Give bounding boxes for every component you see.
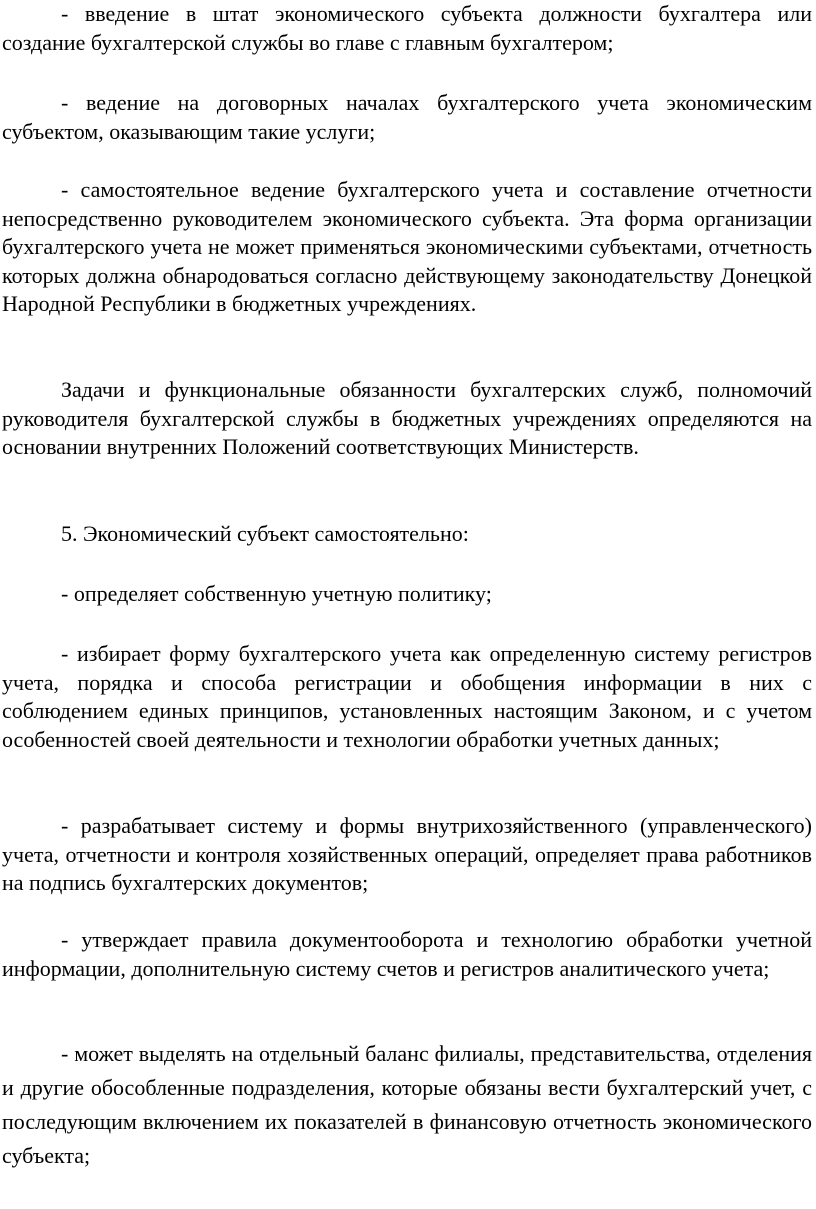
paragraph-section-5-heading: 5. Экономический субъект самостоятельно: [61,521,469,546]
paragraph-separate-balance: - может выделять на отдельный баланс филиалы, представительства, отделения и другие обособленные подразделения, которые обязаны вести бухгалтерский учет, с последующим включением их показателей в финансовую отчетность экономического субъекта; [2,1041,812,1168]
paragraph-accounting-form: - избирает форму бухгалтерского учета как определенную систему регистров учета, порядка и способа регистрации и обобщения информации в них с соблюдением единых принципов, установленных настоящим Законом, и с учетом особенностей своей деятельности и технологии обработки учетных данных; [2,641,812,752]
paragraph-staff-accountant: - введение в штат экономического субъекта должности бухгалтера или создание бухгалтерской службы во главе с главным бухгалтером; [2,1,812,55]
paragraph-self-accounting: - самостоятельное ведение бухгалтерского учета и составление отчетности непосредственно руководителем экономического субъекта. Эта форма организации бухгалтерского учета не может применяться экономическими субъектами, отчетность которых должна обнародоваться согласно действующему законодательству Донецкой Народной Республики в бюджетных учреждениях. [2,177,812,316]
paragraph-document-flow: - утверждает правила документооборота и технологию обработки учетной информации, дополнительную систему счетов и регистров аналитического учета; [2,927,812,981]
paragraph-accounting-policy: - определяет собственную учетную политику; [61,581,492,606]
paragraph-contract-accounting: - ведение на договорных началах бухгалтерского учета экономическим субъектом, оказывающим такие услуги; [2,90,812,144]
paragraph-internal-accounting: - разрабатывает систему и формы внутрихозяйственного (управленческого) учета, отчетности и контроля хозяйственных операций, определяет права работников на подпись бухгалтерских документов; [2,813,812,895]
paragraph-tasks-duties: Задачи и функциональные обязанности бухгалтерских служб, полномочий руководителя бухгалтерской службы в бюджетных учреждениях определяются на основании внутренних Положений соответствующих Министерств. [2,377,812,459]
